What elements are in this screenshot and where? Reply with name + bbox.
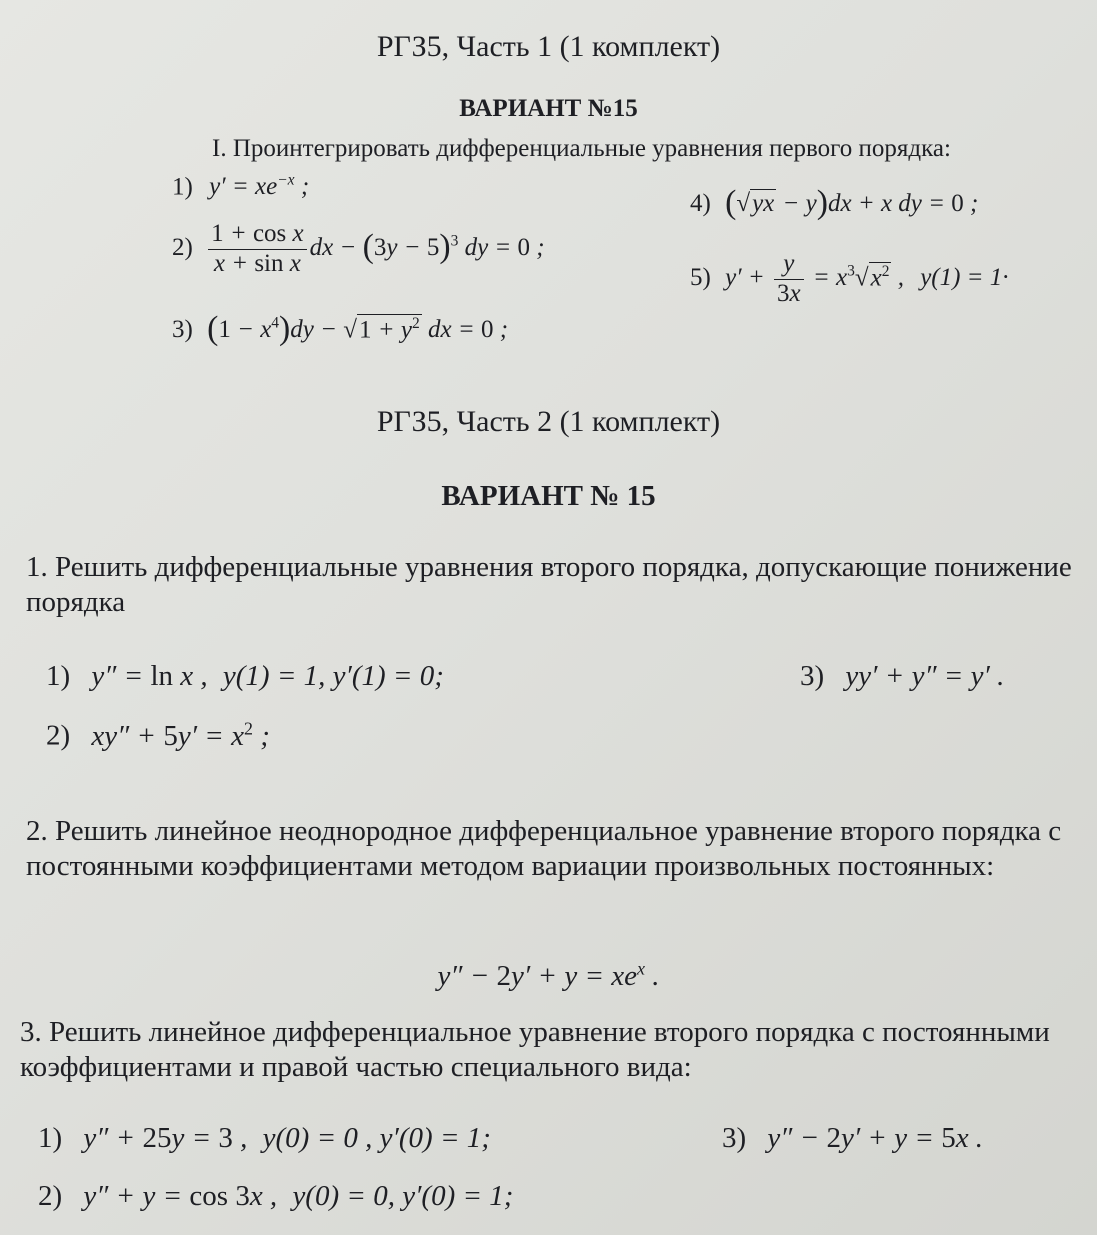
task2-equation: $y'' - 2y' + y = xe^x$ .	[437, 958, 660, 992]
part1-header: РГЗ5, Часть 1 (1 комплект)	[376, 30, 721, 63]
part2-variant: ВАРИАНТ № 15	[441, 480, 656, 512]
part1-eq5: 5) y′ + $\frac{y}{3x}$ = $x^3√x^2$ , y(1) = 1·	[690, 250, 1009, 307]
eq-number: 1)	[38, 1122, 63, 1154]
part1-task-title: I. Проинтегрировать дифференциальные уравнения первого порядка:	[212, 135, 951, 162]
eq-number: 2)	[46, 719, 71, 752]
task3-title: 3. Решить линейное дифференциальное уравнение второго порядка с постоянными коэффициентами и правой частью специального вида:	[20, 1016, 1050, 1083]
eq-number: 3)	[800, 660, 825, 692]
part2-header: РГЗ5, Часть 2 (1 комплект)	[376, 405, 721, 438]
task3-eq1: 1) y″ + 25y = 3 , y(0) = 0 , y′(0) = 1;	[38, 1122, 491, 1154]
eq-number: 1)	[46, 660, 71, 692]
task3-eq2: 2) y″ + y = cos 3x , y(0) = 0, y′(0) = 1;	[38, 1180, 514, 1212]
task1-eq1-conditions: y(1) = 1, y′(1) = 0;	[222, 660, 444, 692]
eq-number: 5)	[690, 263, 711, 291]
part1-eq1: 1) $y' = xe^{-x}$ ;	[172, 172, 310, 201]
part1-eq2: 2) $\frac{\text{1 + cos x}}{\text{x + sin x}}$ dx − $(3y - 5)^3$ dy = 0 ;	[172, 220, 545, 277]
task1-eq3: 3) yy′ + y″ = y′ .	[800, 660, 1005, 692]
part1-eq4: 4) (√yx − y)dx + x dy = 0 ;	[690, 184, 979, 221]
task3-eq3: 3) y″ − 2y′ + y = 5x .	[722, 1122, 984, 1154]
eq-number: 3)	[722, 1122, 747, 1154]
task2-title: 2. Решить линейное неоднородное дифференциальное уравнение второго порядка с постоянными коэффициентами методом вариации произвольных постоянных:	[26, 815, 1062, 882]
eq-number: 3)	[172, 316, 193, 343]
task1-title: 1. Решить дифференциальные уравнения второго порядка, допускающие понижение порядка	[26, 551, 1072, 618]
part1-eq3: 3) $(1 - x^4)dy - √1 + y^2$ dx = 0 ;	[172, 310, 509, 347]
eq-number: 4)	[690, 190, 711, 217]
eq-number: 1)	[172, 173, 193, 201]
task3-eq1-conditions: y(0) = 0 , y′(0) = 1;	[262, 1122, 491, 1154]
eq-number: 2)	[172, 233, 193, 261]
eq-number: 2)	[38, 1180, 63, 1212]
part1-variant: ВАРИАНТ №15	[459, 95, 638, 122]
task3-eq2-conditions: y(0) = 0, y′(0) = 1;	[292, 1180, 514, 1212]
task1-eq1: 1) y″ = ln x , y(1) = 1, y′(1) = 0;	[46, 660, 444, 692]
eq5-condition: y(1) = 1·	[920, 263, 1009, 291]
task1-eq2: 2) $xy'' + 5y' = x^2$ ;	[46, 718, 270, 752]
